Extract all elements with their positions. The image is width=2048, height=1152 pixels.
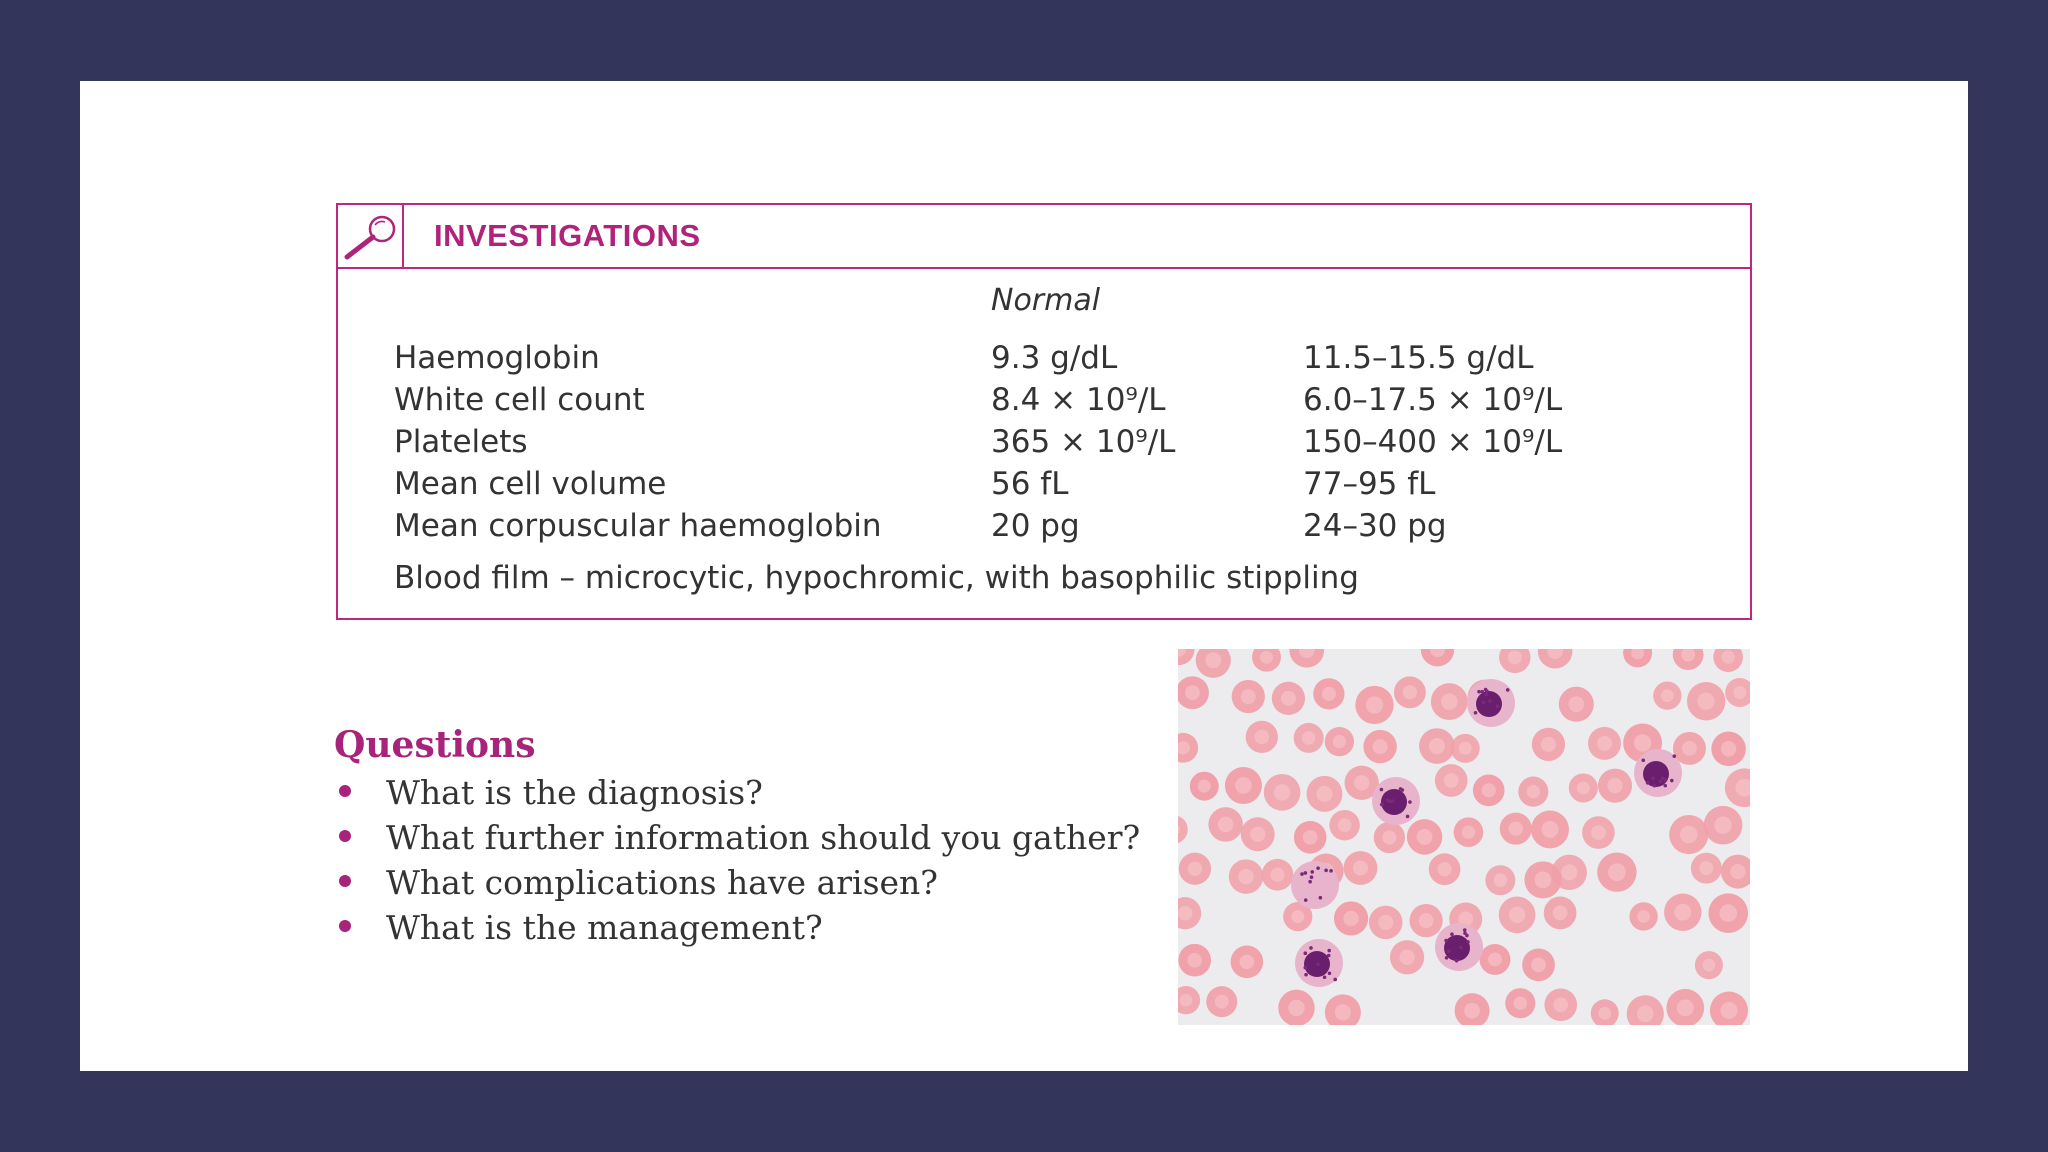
basophilic-stippling [1303, 966, 1307, 970]
normal-range: 77–95 fL [1303, 466, 1436, 502]
red-cell-pallor [1608, 863, 1626, 881]
red-cell-pallor [1488, 953, 1502, 967]
basophilic-stippling [1474, 711, 1478, 715]
basophilic-stippling [1408, 800, 1412, 804]
red-cell-pallor [1561, 864, 1577, 880]
bullet-icon [339, 920, 351, 932]
basophilic-stippling [1480, 690, 1484, 694]
red-cell-pallor [1568, 696, 1584, 712]
basophilic-stippling [1310, 870, 1314, 874]
basophilic-stippling [1651, 777, 1655, 781]
bullet-icon [339, 830, 351, 842]
red-cell-pallor [1180, 994, 1193, 1007]
basophilic-stippling [1399, 787, 1403, 791]
result-label: Mean corpuscular haemoglobin [394, 508, 882, 544]
basophilic-stippling [1450, 932, 1454, 936]
result-value: 56 fL [991, 466, 1069, 502]
result-value: 8.4 × 10⁹/L [991, 382, 1166, 418]
red-cell-pallor [1218, 817, 1233, 832]
red-cell-pallor [1459, 742, 1472, 755]
basophilic-stippling [1319, 896, 1323, 900]
red-cell-pallor [1302, 731, 1315, 744]
basophilic-stippling [1445, 956, 1449, 960]
normal-range: 11.5–15.5 g/dL [1303, 340, 1534, 376]
blood-film-note: Blood film – microcytic, hypochromic, with basophilic stippling [394, 560, 1359, 596]
basophilic-stippling [1484, 688, 1488, 692]
basophilic-stippling [1641, 758, 1645, 762]
red-cell-pallor [1721, 650, 1734, 663]
red-cell-pallor [1260, 651, 1273, 664]
result-row-haemoglobin [338, 340, 1750, 382]
red-cell-pallor [1270, 868, 1284, 882]
red-cell-pallor [1250, 827, 1265, 842]
basophilic-stippling [1316, 866, 1320, 870]
basophilic-stippling [1484, 693, 1488, 697]
red-cell-pallor [1720, 1002, 1737, 1019]
basophilic-stippling [1380, 803, 1384, 807]
investigations-box [336, 203, 1752, 620]
red-cell-pallor [1541, 737, 1556, 752]
bullet-icon [339, 875, 351, 887]
red-cell-pallor [1591, 825, 1606, 840]
red-cell-pallor [1661, 689, 1674, 702]
result-label: White cell count [394, 382, 645, 418]
investigations-title: INVESTIGATIONS [434, 218, 701, 253]
red-cell-pallor [1288, 1000, 1304, 1016]
basophilic-stippling [1300, 872, 1304, 876]
red-cell-pallor [1553, 906, 1568, 921]
basophilic-stippling [1324, 869, 1328, 873]
red-cell-pallor [1241, 689, 1256, 704]
red-cell-pallor [1508, 650, 1522, 664]
basophilic-stippling [1328, 971, 1332, 975]
red-cell-pallor [1338, 818, 1352, 832]
basophilic-stippling [1406, 815, 1410, 819]
result-label: Haemoglobin [394, 340, 600, 376]
result-label: Platelets [394, 424, 528, 460]
blood-film-image [1178, 649, 1750, 1025]
red-cell-pallor [1444, 773, 1459, 788]
red-cell-pallor [1699, 861, 1713, 875]
red-cell-pallor [1682, 741, 1697, 756]
normal-range: 6.0–17.5 × 10⁹/L [1303, 382, 1563, 418]
red-cell-pallor [1322, 687, 1336, 701]
red-cell-pallor [1366, 696, 1383, 713]
red-cell-pallor [1509, 907, 1526, 924]
red-cell-pallor [1531, 958, 1546, 973]
red-cell-pallor [1509, 821, 1523, 835]
basophilic-stippling [1303, 951, 1307, 955]
basophilic-stippling [1646, 781, 1650, 785]
red-cell-pallor [1541, 821, 1558, 838]
red-cell-pallor [1703, 959, 1716, 972]
red-cell-pallor [1598, 1007, 1611, 1020]
basophilic-stippling [1309, 946, 1313, 950]
cell-nucleus [1476, 691, 1502, 717]
red-cell-pallor [1634, 734, 1651, 751]
result-label: Mean cell volume [394, 466, 667, 502]
red-cell-pallor [1240, 954, 1255, 969]
red-cell-pallor [1255, 730, 1270, 745]
red-cell-pallor [1185, 685, 1200, 700]
red-cell-pallor [1714, 817, 1731, 834]
red-cell-pallor [1178, 906, 1192, 921]
red-cell-pallor [1721, 741, 1737, 757]
magnifier-icon [342, 211, 400, 261]
question-text: What complications have arisen? [386, 863, 938, 902]
red-cell-pallor [1730, 864, 1745, 879]
red-cell-pallor [1354, 775, 1369, 790]
red-cell-pallor [1429, 738, 1445, 754]
basophilic-stippling [1661, 776, 1665, 780]
basophilic-stippling [1386, 799, 1390, 803]
bullet-icon [339, 785, 351, 797]
basophilic-stippling [1653, 784, 1657, 788]
basophilic-stippling [1327, 954, 1331, 958]
red-cell-pallor [1382, 830, 1396, 844]
result-value: 20 pg [991, 508, 1080, 544]
basophilic-stippling [1333, 978, 1337, 982]
red-cell-pallor [1281, 691, 1296, 706]
red-cell-pallor [1238, 869, 1254, 885]
normal-column-header: Normal [991, 283, 1101, 318]
red-cell-pallor [1677, 999, 1694, 1016]
red-cell-pallor [1637, 910, 1650, 923]
red-cell-pallor [1719, 904, 1737, 922]
red-cell-pallor [1464, 1003, 1480, 1019]
red-cell-pallor [1205, 652, 1221, 668]
basophilic-stippling [1477, 690, 1481, 694]
red-cell-pallor [1698, 693, 1715, 710]
red-cell-pallor [1680, 826, 1698, 844]
red-cell-pallor [1378, 915, 1393, 930]
basophilic-stippling [1659, 780, 1663, 784]
basophilic-stippling [1391, 799, 1395, 803]
basophilic-stippling [1327, 949, 1331, 953]
basophilic-stippling [1465, 934, 1469, 938]
red-cell-pallor [1303, 830, 1318, 845]
basophilic-stippling [1459, 946, 1463, 950]
red-cell-pallor [1215, 995, 1229, 1009]
basophilic-stippling [1447, 949, 1451, 953]
investigations-header [338, 205, 1750, 269]
red-cell-pallor [1733, 686, 1746, 699]
normal-range: 150–400 × 10⁹/L [1303, 424, 1563, 460]
slide [80, 81, 1968, 1071]
basophilic-stippling [1488, 699, 1492, 703]
basophilic-stippling [1672, 754, 1676, 758]
question-text: What is the diagnosis? [386, 773, 763, 812]
result-row-platelets [338, 424, 1750, 466]
basophilic-stippling [1466, 940, 1470, 944]
red-cell-pallor [1597, 736, 1612, 751]
red-cell-pallor [1527, 785, 1541, 799]
red-cell-pallor [1482, 783, 1496, 797]
red-cell-pallor [1291, 910, 1304, 923]
basophilic-stippling [1670, 779, 1674, 783]
basophilic-stippling [1323, 975, 1327, 979]
red-cell-pallor [1535, 872, 1552, 889]
result-row-white-cell-count [338, 382, 1750, 424]
red-cell-pallor [1343, 911, 1358, 926]
result-value: 365 × 10⁹/L [991, 424, 1176, 460]
red-cell-pallor [1198, 780, 1211, 793]
red-cell-pallor [1188, 861, 1202, 875]
basophilic-stippling [1304, 871, 1308, 875]
nucleated-cell [1291, 861, 1339, 909]
result-row-mean-cell-volume [338, 466, 1750, 508]
basophilic-stippling [1482, 701, 1486, 705]
red-cell-pallor [1674, 904, 1691, 921]
red-cell-pallor [1417, 829, 1433, 845]
red-cell-pallor [1441, 693, 1458, 710]
blood-film-micrograph [1178, 649, 1750, 1025]
red-cell-pallor [1333, 735, 1346, 748]
red-cell-pallor [1353, 860, 1368, 875]
red-cell-pallor [1607, 778, 1622, 793]
red-cell-pallor [1187, 953, 1202, 968]
normal-range: 24–30 pg [1303, 508, 1447, 544]
red-cell-pallor [1637, 1005, 1654, 1022]
basophilic-stippling [1304, 973, 1308, 977]
red-cell-pallor [1403, 685, 1417, 699]
red-cell-pallor [1553, 997, 1568, 1012]
red-cell-pallor [1419, 913, 1434, 928]
question-text: What further information should you gather? [386, 818, 1141, 857]
red-cell-pallor [1437, 862, 1451, 876]
question-text: What is the management? [386, 908, 823, 947]
result-row-mch [338, 508, 1750, 550]
red-cell-pallor [1514, 996, 1528, 1010]
red-cell-pallor [1494, 873, 1508, 887]
red-cell-pallor [1373, 739, 1388, 754]
basophilic-stippling [1304, 898, 1308, 902]
basophilic-stippling [1496, 704, 1500, 708]
red-cell-pallor [1274, 784, 1290, 800]
icon-cell [338, 205, 404, 267]
basophilic-stippling [1663, 784, 1667, 788]
basophilic-stippling [1310, 875, 1314, 879]
basophilic-stippling [1455, 959, 1459, 963]
basophilic-stippling [1316, 962, 1320, 966]
basophilic-stippling [1664, 778, 1668, 782]
basophilic-stippling [1308, 880, 1312, 884]
red-cell-pallor [1399, 950, 1414, 965]
red-cell-pallor [1577, 781, 1590, 794]
basophilic-stippling [1329, 869, 1333, 873]
red-cell-pallor [1462, 826, 1475, 839]
basophilic-stippling [1444, 939, 1448, 943]
red-cell-pallor [1316, 786, 1332, 802]
basophilic-stippling [1463, 928, 1467, 932]
basophilic-stippling [1380, 788, 1384, 792]
red-cell-pallor [1335, 1004, 1351, 1020]
basophilic-stippling [1506, 688, 1510, 692]
red-cell-pallor [1235, 777, 1252, 794]
questions-heading: Questions [334, 724, 536, 766]
result-value: 9.3 g/dL [991, 340, 1118, 376]
